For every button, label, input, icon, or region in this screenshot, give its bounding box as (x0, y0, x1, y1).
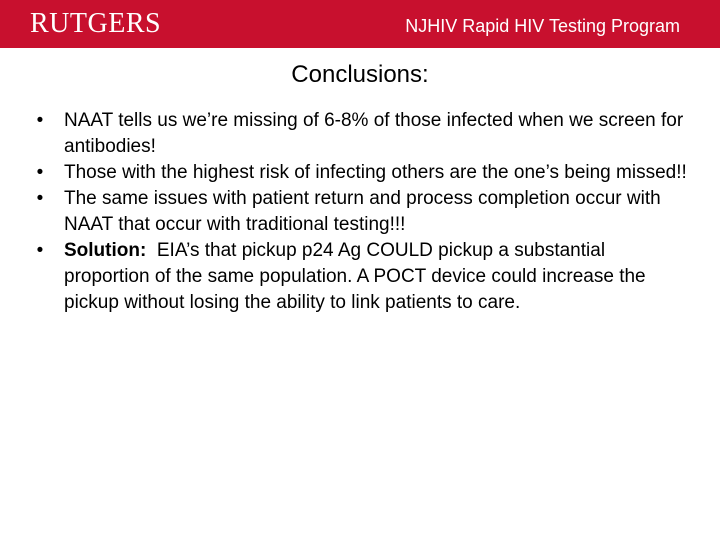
bullet-item (30, 238, 690, 316)
bullet-text: EIA’s that pickup p24 Ag COULD pickup a substantial proportion of the same population. A POCT device could increase the pickup without losing the ability to link patients to care. (64, 240, 646, 313)
bullet-bold-lead: Solution: (64, 240, 147, 261)
bullet-list (30, 108, 690, 316)
bullet-item (30, 186, 690, 238)
header-bar (0, 0, 720, 48)
bullet-icon: • (36, 162, 44, 183)
bullet-item (30, 108, 690, 160)
bullet-icon: • (36, 110, 44, 131)
rutgers-logo: RUTGERS (30, 8, 162, 39)
bullet-icon: • (36, 240, 44, 261)
slide-title: Conclusions: (291, 61, 429, 88)
bullet-text: Those with the highest risk of infecting others are the one’s being missed!! (64, 162, 687, 183)
bullet-item (30, 160, 690, 186)
bullet-icon: • (36, 188, 44, 209)
program-title: NJHIV Rapid HIV Testing Program (405, 16, 680, 36)
bullet-text: NAAT tells us we’re missing of 6-8% of those infected when we screen for antibodies! (64, 110, 684, 157)
bullet-text: The same issues with patient return and process completion occur with NAAT that occur with traditional testing!!! (64, 188, 661, 235)
